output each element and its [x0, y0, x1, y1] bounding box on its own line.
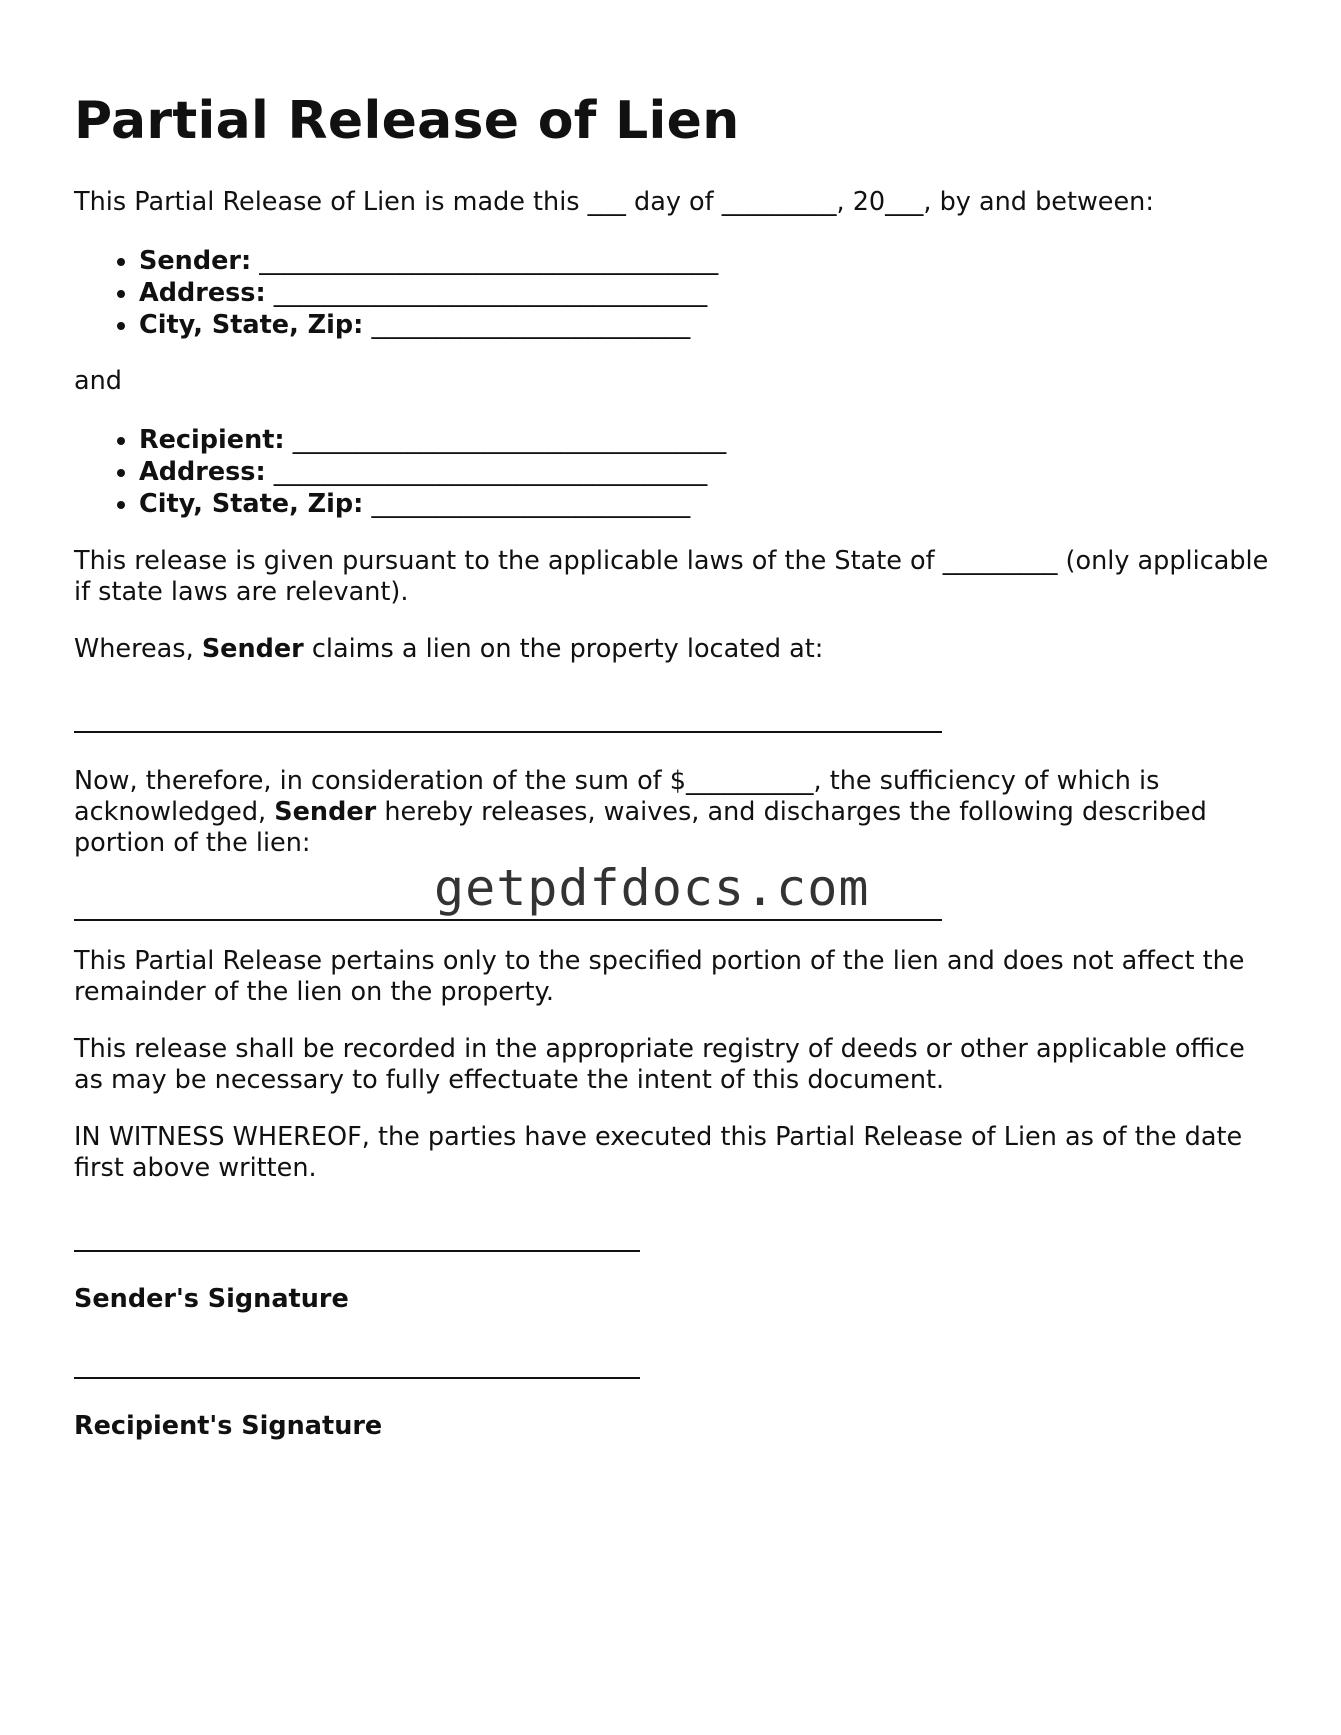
field-label: Sender: — [139, 246, 252, 277]
sender-signature-label: Sender's Signature — [74, 1284, 349, 1315]
sender-city-state-zip-field — [139, 309, 1274, 341]
governing-law-paragraph: This release is given pursuant to the applicable laws of the State of _________ (only applicable if state laws are relevant). — [74, 546, 1269, 608]
field-blank: __________________________________ — [273, 457, 708, 488]
recording-paragraph: This release shall be recorded in the appropriate registry of deeds or other applicable office as may be necessary to fully effectuate the intent of this document. — [74, 1034, 1245, 1096]
whereas-text-after: claims a lien on the property located at: — [303, 634, 824, 665]
field-blank: ____________________________________ — [259, 246, 719, 277]
field-blank: __________________________________ — [273, 278, 708, 309]
field-blank: __________________________________ — [292, 425, 727, 456]
lien-portion-line — [74, 919, 942, 921]
pertains-paragraph: This Partial Release pertains only to the specified portion of the lien and does not affect the remainder of the lien on the property. — [74, 946, 1245, 1008]
whereas-text-before: Whereas, — [74, 634, 202, 665]
recipient-address-field — [139, 456, 1274, 488]
consideration-paragraph — [74, 766, 1274, 859]
witness-paragraph: IN WITNESS WHEREOF, the parties have executed this Partial Release of Lien as of the date first above written. — [74, 1122, 1243, 1184]
sender-emphasis: Sender — [201, 634, 304, 665]
field-label: City, State, Zip: — [139, 489, 364, 520]
field-label: Address: — [139, 457, 266, 488]
and-text: and — [74, 366, 122, 397]
recipient-signature-label: Recipient's Signature — [74, 1411, 383, 1442]
field-blank: _________________________ — [371, 489, 691, 520]
document-title: Partial Release of Lien — [74, 91, 740, 151]
consideration-text-before: Now, therefore, in consideration of the sum of $__________, the sufficiency of which is acknowledged, — [74, 766, 1160, 828]
sender-emphasis: Sender — [274, 797, 377, 828]
sender-signature-line — [74, 1250, 640, 1252]
property-address-line — [74, 731, 942, 733]
field-label: Address: — [139, 278, 266, 309]
whereas-paragraph — [74, 634, 1274, 665]
recipient-fields-list — [74, 424, 1274, 520]
field-blank: _________________________ — [371, 310, 691, 341]
consideration-text-after: hereby releases, waives, and discharges the following described portion of the lien: — [74, 797, 1207, 859]
sender-address-field — [139, 277, 1274, 309]
recipient-name-field — [139, 424, 1274, 456]
field-label: Recipient: — [139, 425, 285, 456]
sender-name-field — [139, 245, 1274, 277]
recipient-city-state-zip-field — [139, 488, 1274, 520]
document-page — [74, 90, 1274, 1442]
lien-portion-area — [74, 859, 1274, 921]
watermark-text: getpdfdocs.com — [434, 859, 870, 918]
recipient-signature-line — [74, 1377, 640, 1379]
intro-paragraph: This Partial Release of Lien is made this ___ day of _________, 20___, by and between: — [74, 187, 1154, 218]
field-label: City, State, Zip: — [139, 310, 364, 341]
sender-fields-list — [74, 245, 1274, 341]
